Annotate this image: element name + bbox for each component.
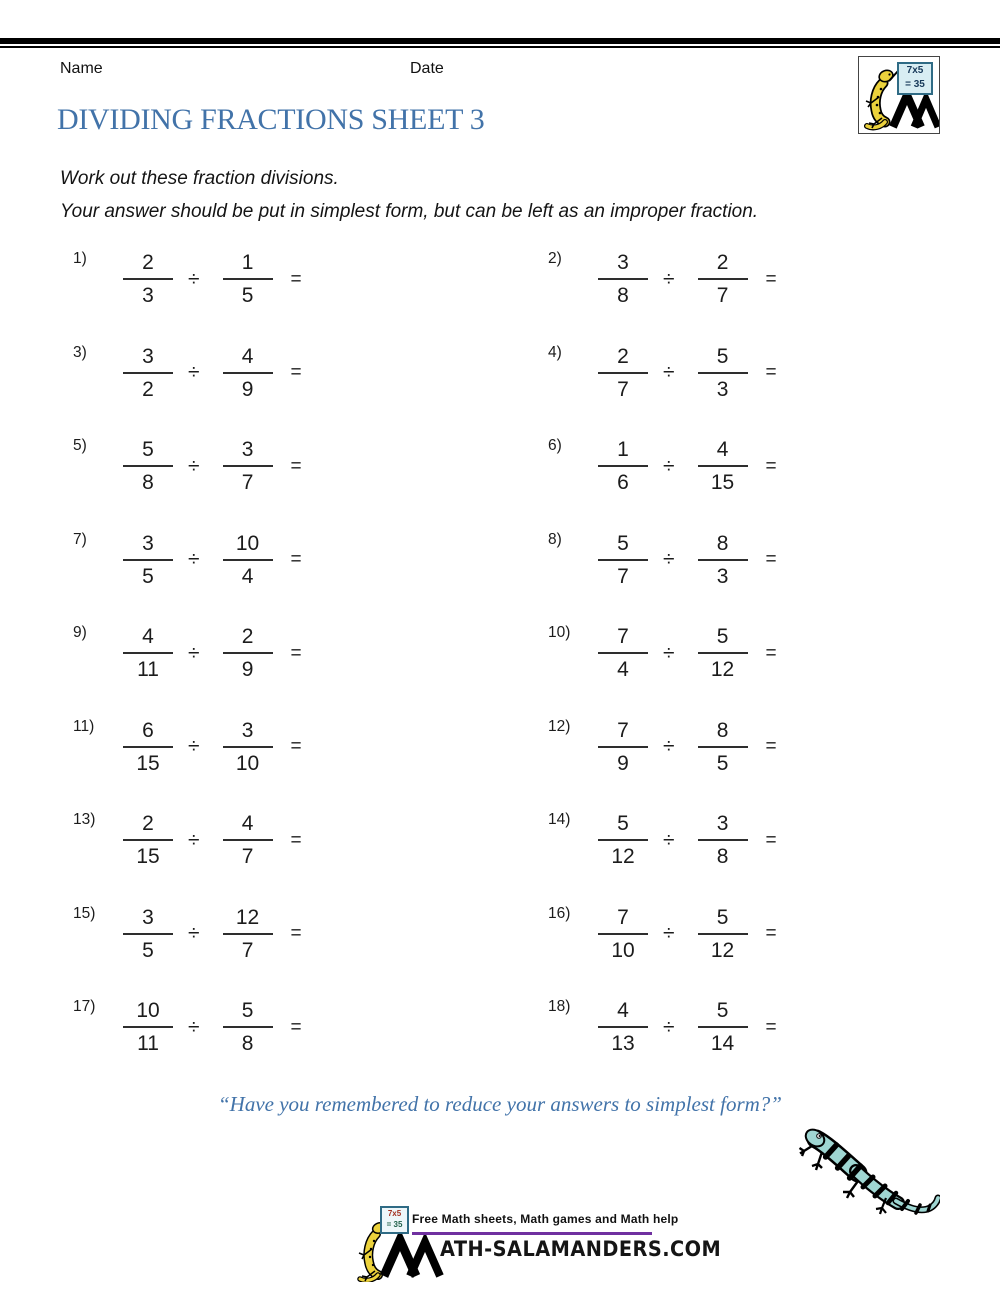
equals-symbol: = <box>290 829 302 851</box>
denominator: 14 <box>710 1032 735 1056</box>
denominator: 2 <box>142 377 154 401</box>
problem <box>548 514 948 608</box>
problem <box>73 420 548 514</box>
problem-number: 15) <box>73 904 96 922</box>
denominator: 8 <box>241 1032 254 1056</box>
footer-logo-sign <box>380 1206 409 1234</box>
equals-symbol: = <box>765 923 777 945</box>
numerator: 3 <box>123 345 173 374</box>
numerator: 8 <box>698 719 748 748</box>
numerator: 4 <box>123 625 173 654</box>
numerator: 5 <box>698 345 748 374</box>
numerator: 10 <box>123 999 173 1028</box>
divider-thin-line <box>0 46 1000 48</box>
problem-number: 14) <box>548 811 571 828</box>
logo-sign-line2: = 35 <box>905 79 925 90</box>
numerator: 2 <box>123 812 173 841</box>
numerator: 2 <box>223 625 273 654</box>
numerator: 2 <box>598 345 648 374</box>
denominator: 3 <box>716 377 729 401</box>
numerator: 4 <box>223 345 273 374</box>
denominator: 10 <box>611 938 635 962</box>
numerator: 3 <box>698 812 748 841</box>
problem-number: 11) <box>73 717 95 735</box>
divide-symbol: ÷ <box>188 735 200 759</box>
denominator: 11 <box>137 1032 159 1056</box>
fraction <box>223 812 273 869</box>
site-footer-logo <box>354 1206 722 1294</box>
numerator: 10 <box>223 532 273 561</box>
denominator: 12 <box>710 658 735 682</box>
name-label: Name <box>60 60 103 77</box>
fraction <box>698 532 748 589</box>
fraction <box>223 625 273 682</box>
fraction <box>223 438 273 495</box>
math-salamanders-logo <box>858 56 940 134</box>
denominator: 8 <box>142 471 154 495</box>
fraction <box>123 812 173 869</box>
problem-number: 18) <box>548 998 571 1015</box>
numerator: 3 <box>223 438 273 467</box>
numerator: 4 <box>698 438 748 467</box>
logo-sign <box>897 62 933 95</box>
numerator: 7 <box>598 719 648 748</box>
problem-number: 3) <box>73 343 87 361</box>
equals-symbol: = <box>765 362 777 384</box>
problem-number: 4) <box>548 343 562 361</box>
problem <box>73 607 548 701</box>
site-name-text: ATH-SALAMANDERS.COM <box>440 1237 722 1261</box>
numerator: 12 <box>223 906 273 935</box>
divide-symbol: ÷ <box>663 361 675 385</box>
problems-grid <box>73 233 953 1075</box>
divide-symbol: ÷ <box>188 267 200 291</box>
instructions-line1: Work out these fraction divisions. <box>60 168 339 189</box>
divide-symbol: ÷ <box>663 828 675 852</box>
problem-number: 13) <box>73 811 96 828</box>
problem <box>548 794 948 888</box>
denominator: 7 <box>241 938 254 962</box>
problem-number: 6) <box>548 437 562 454</box>
denominator: 9 <box>241 658 254 682</box>
fraction <box>598 251 648 308</box>
m-logo-icon <box>380 1234 444 1278</box>
equals-symbol: = <box>765 736 777 758</box>
numerator: 5 <box>223 999 273 1028</box>
numerator: 3 <box>223 719 273 748</box>
top-divider <box>0 38 1000 48</box>
numerator: 4 <box>598 999 648 1028</box>
denominator: 5 <box>142 938 154 962</box>
footer-purple-rule <box>412 1232 652 1235</box>
divide-symbol: ÷ <box>663 267 675 291</box>
fraction <box>598 532 648 589</box>
denominator: 5 <box>241 284 254 308</box>
equals-symbol: = <box>290 268 302 290</box>
numerator: 2 <box>123 251 173 280</box>
numerator: 1 <box>598 438 648 467</box>
logo-sign-line1: 7x5 <box>906 65 924 76</box>
divide-symbol: ÷ <box>663 735 675 759</box>
denominator: 9 <box>617 751 629 775</box>
denominator: 12 <box>710 938 735 962</box>
problem <box>73 233 548 327</box>
footer-quote: “Have you remembered to reduce your answers to simplest form?” <box>217 1092 782 1116</box>
problem <box>548 233 948 327</box>
equals-symbol: = <box>765 642 777 664</box>
denominator: 7 <box>241 845 254 869</box>
numerator: 1 <box>223 251 273 280</box>
equals-symbol: = <box>765 1016 777 1038</box>
denominator: 15 <box>136 845 160 869</box>
fraction <box>123 438 173 495</box>
fraction <box>123 906 173 963</box>
problem <box>73 888 548 982</box>
denominator: 7 <box>617 377 629 401</box>
denominator: 13 <box>611 1032 635 1056</box>
date-label: Date <box>410 60 444 77</box>
problem-number: 10) <box>548 624 571 641</box>
problem <box>73 981 548 1075</box>
equals-symbol: = <box>290 362 302 384</box>
divide-symbol: ÷ <box>663 922 675 946</box>
footer-tagline: Free Math sheets, Math games and Math help <box>412 1212 679 1226</box>
numerator: 6 <box>123 719 173 748</box>
divide-symbol: ÷ <box>663 548 675 572</box>
equals-symbol: = <box>765 829 777 851</box>
equals-symbol: = <box>290 642 302 664</box>
denominator: 9 <box>241 377 254 401</box>
problem-number: 16) <box>548 904 571 922</box>
fraction <box>698 625 748 682</box>
footer-logo-sign-line1: 7x5 <box>387 1209 402 1218</box>
denominator: 15 <box>710 471 735 495</box>
equals-symbol: = <box>290 736 302 758</box>
problem-number: 17) <box>73 998 96 1015</box>
fraction <box>223 532 273 589</box>
fraction <box>698 438 748 495</box>
fraction <box>223 719 273 776</box>
denominator: 5 <box>142 564 154 588</box>
denominator: 7 <box>716 284 729 308</box>
numerator: 4 <box>223 812 273 841</box>
fraction <box>598 625 648 682</box>
fraction <box>598 345 648 402</box>
denominator: 10 <box>235 751 260 775</box>
problem <box>548 327 948 421</box>
numerator: 3 <box>123 906 173 935</box>
divide-symbol: ÷ <box>663 454 675 478</box>
divide-symbol: ÷ <box>188 361 200 385</box>
numerator: 5 <box>698 625 748 654</box>
problem <box>548 420 948 514</box>
numerator: 8 <box>698 532 748 561</box>
fraction <box>123 719 173 776</box>
fraction <box>698 812 748 869</box>
denominator: 15 <box>136 751 160 775</box>
problem <box>73 701 548 795</box>
equals-symbol: = <box>765 455 777 477</box>
equals-symbol: = <box>290 923 302 945</box>
problem-number: 7) <box>73 530 87 548</box>
divide-symbol: ÷ <box>663 1015 675 1039</box>
numerator: 5 <box>698 999 748 1028</box>
numerator: 7 <box>598 625 648 654</box>
fraction <box>598 438 648 495</box>
fraction <box>223 345 273 402</box>
fraction <box>223 999 273 1056</box>
problem <box>73 794 548 888</box>
equals-symbol: = <box>290 1016 302 1038</box>
equals-symbol: = <box>765 268 777 290</box>
divide-symbol: ÷ <box>188 641 200 665</box>
fraction <box>598 999 648 1056</box>
problem-number: 2) <box>548 250 562 267</box>
instructions-line2: Your answer should be put in simplest form, but can be left as an improper fraction. <box>60 201 759 222</box>
divide-symbol: ÷ <box>188 922 200 946</box>
denominator: 3 <box>716 564 729 588</box>
problem <box>548 701 948 795</box>
divide-symbol: ÷ <box>188 1015 200 1039</box>
divide-symbol: ÷ <box>188 828 200 852</box>
numerator: 3 <box>598 251 648 280</box>
fraction <box>698 719 748 776</box>
denominator: 8 <box>617 284 629 308</box>
problem <box>548 888 948 982</box>
fraction <box>123 345 173 402</box>
denominator: 7 <box>617 564 629 588</box>
divider-thick-line <box>0 38 1000 44</box>
footer-logo-sign-line2: = 35 <box>386 1220 403 1229</box>
problem-number: 12) <box>548 717 571 735</box>
numerator: 3 <box>123 532 173 561</box>
equals-symbol: = <box>765 549 777 571</box>
denominator: 7 <box>241 471 254 495</box>
divide-symbol: ÷ <box>188 454 200 478</box>
problem-number: 1) <box>73 250 87 267</box>
numerator: 5 <box>598 532 648 561</box>
fraction <box>698 999 748 1056</box>
problem-number: 9) <box>73 624 87 641</box>
denominator: 3 <box>142 284 154 308</box>
denominator: 6 <box>617 471 629 495</box>
numerator: 2 <box>698 251 748 280</box>
numerator: 5 <box>698 906 748 935</box>
numerator: 5 <box>598 812 648 841</box>
fraction <box>698 906 748 963</box>
numerator: 5 <box>123 438 173 467</box>
salamander-lizard-image <box>798 1126 940 1220</box>
problem <box>548 607 948 701</box>
denominator: 12 <box>611 845 635 869</box>
problem-number: 5) <box>73 437 87 454</box>
fraction <box>123 625 173 682</box>
fraction <box>223 906 273 963</box>
fraction <box>598 719 648 776</box>
fraction <box>123 251 173 308</box>
equals-symbol: = <box>290 455 302 477</box>
fraction <box>123 532 173 589</box>
fraction <box>698 345 748 402</box>
denominator: 4 <box>617 658 629 682</box>
denominator: 8 <box>716 845 729 869</box>
denominator: 5 <box>716 751 729 775</box>
problem-number: 8) <box>548 530 562 548</box>
divide-symbol: ÷ <box>188 548 200 572</box>
problem <box>73 514 548 608</box>
problem <box>548 981 948 1075</box>
problem <box>73 327 548 421</box>
fraction <box>598 812 648 869</box>
denominator: 11 <box>137 658 159 682</box>
fraction <box>123 999 173 1056</box>
numerator: 7 <box>598 906 648 935</box>
page-title: DIVIDING FRACTIONS SHEET 3 <box>57 103 485 136</box>
equals-symbol: = <box>290 549 302 571</box>
fraction <box>598 906 648 963</box>
fraction <box>698 251 748 308</box>
fraction <box>223 251 273 308</box>
denominator: 4 <box>241 564 254 588</box>
divide-symbol: ÷ <box>663 641 675 665</box>
